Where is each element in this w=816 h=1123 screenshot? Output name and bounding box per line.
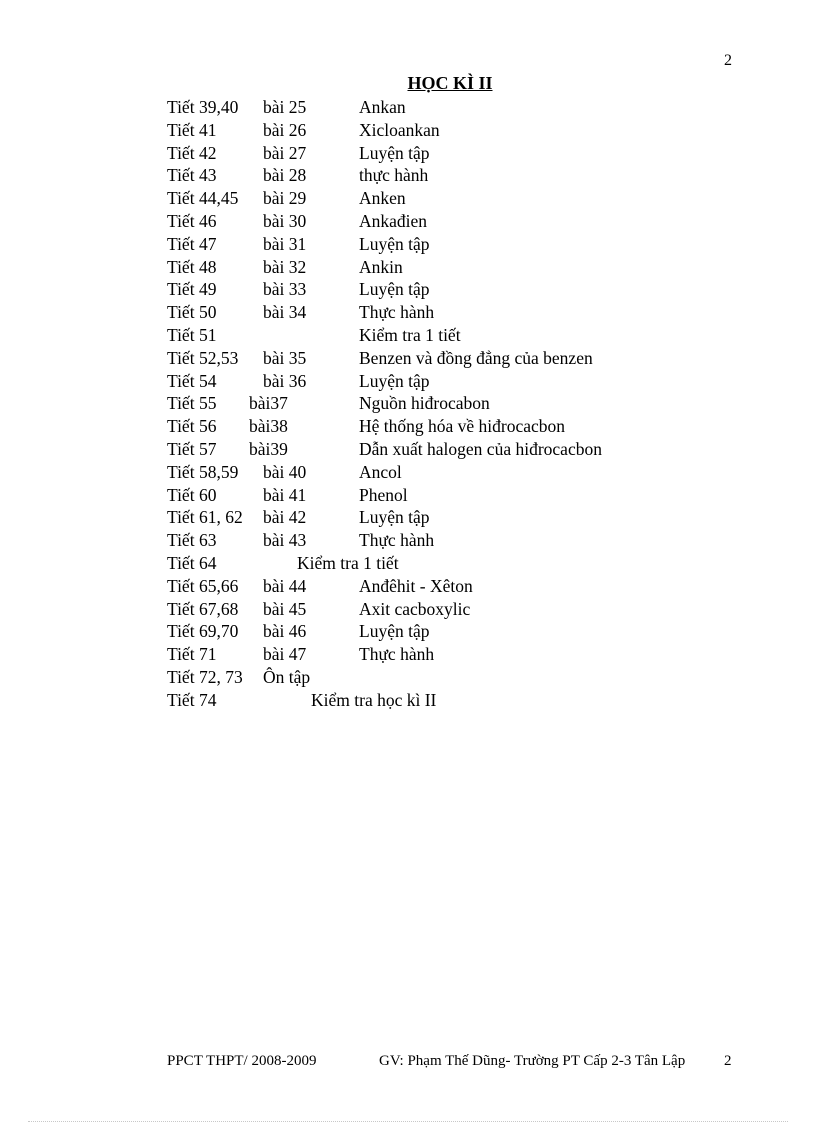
schedule-row xyxy=(0,301,816,324)
lesson-cell: bài 43 xyxy=(263,530,307,551)
topic-cell: Kiểm tra 1 tiết xyxy=(297,552,399,573)
topic-cell: Luyện tập xyxy=(359,233,430,254)
period-cell: Tiết 74 xyxy=(167,689,217,710)
schedule-row xyxy=(0,461,816,484)
topic-cell: Nguồn hiđrocabon xyxy=(359,393,490,414)
lesson-cell: bài 26 xyxy=(263,119,307,140)
page-number: 2 xyxy=(724,52,732,69)
schedule-row xyxy=(0,210,816,233)
lesson-cell: bài 40 xyxy=(263,461,307,482)
period-cell: Tiết 41 xyxy=(167,119,217,140)
lesson-cell: bài 28 xyxy=(263,165,307,186)
schedule-row xyxy=(0,552,816,575)
schedule-row xyxy=(0,620,816,643)
schedule-row xyxy=(0,370,816,393)
lesson-cell: bài38 xyxy=(249,416,288,437)
lesson-cell: bài 41 xyxy=(263,484,307,505)
topic-cell: Xicloankan xyxy=(359,119,440,140)
topic-cell: Luyện tập xyxy=(359,142,430,163)
schedule-row xyxy=(0,324,816,347)
lesson-cell: bài 33 xyxy=(263,279,307,300)
topic-cell: Ankan xyxy=(359,97,406,117)
topic-cell: Ankađien xyxy=(359,210,428,231)
schedule-row xyxy=(0,233,816,256)
schedule-row xyxy=(0,598,816,621)
period-cell: Tiết 50 xyxy=(167,302,217,323)
schedule-row xyxy=(0,142,816,165)
schedule-row xyxy=(0,506,816,529)
period-cell: Tiết 44,45 xyxy=(167,188,239,209)
period-cell: Tiết 64 xyxy=(167,552,217,573)
footer-course-label: PPCT THPT/ 2008-2009 xyxy=(167,1053,317,1069)
topic-cell: Luyện tập xyxy=(359,621,430,642)
schedule-row xyxy=(0,666,816,689)
topic-cell: Anken xyxy=(359,188,406,209)
lesson-cell: bài 27 xyxy=(263,142,307,163)
topic-cell: Axit cacboxylic xyxy=(359,598,471,619)
lesson-cell: bài 47 xyxy=(263,644,307,665)
footer-page-number: 2 xyxy=(724,1053,732,1069)
period-cell: Tiết 47 xyxy=(167,233,217,254)
topic-cell: thực hành xyxy=(359,165,429,186)
lesson-cell: bài 46 xyxy=(263,621,307,642)
topic-cell: Anđêhit - Xêton xyxy=(359,575,473,596)
lesson-cell: bài 30 xyxy=(263,210,307,231)
schedule-row xyxy=(0,119,816,142)
topic-cell: Luyện tập xyxy=(359,279,430,300)
period-cell: Tiết 54 xyxy=(167,370,217,391)
topic-cell: Kiểm tra học kì II xyxy=(311,689,437,710)
lesson-cell: bài 36 xyxy=(263,370,307,391)
topic-cell: Kiểm tra 1 tiết xyxy=(359,324,461,345)
schedule-row xyxy=(0,575,816,598)
schedule-row xyxy=(0,529,816,552)
topic-cell: Luyện tập xyxy=(359,370,430,391)
period-cell: Tiết 55 xyxy=(167,393,217,414)
schedule-row xyxy=(0,278,816,301)
lesson-cell: bài37 xyxy=(249,393,288,414)
topic-cell: Thực hành xyxy=(359,530,435,551)
schedule-row xyxy=(0,256,816,279)
schedule-list xyxy=(0,96,816,712)
period-cell: Tiết 51 xyxy=(167,324,217,345)
period-cell: Tiết 57 xyxy=(167,438,217,459)
period-cell: Tiết 49 xyxy=(167,279,217,300)
topic-cell: Hệ thống hóa về hiđrocacbon xyxy=(359,416,566,437)
schedule-row xyxy=(0,438,816,461)
footer-teacher-label: GV: Phạm Thế Dũng- Trường PT Cấp 2-3 Tân Lập xyxy=(379,1053,686,1069)
page-title: HỌC KÌ II xyxy=(407,73,493,93)
lesson-cell: bài 31 xyxy=(263,233,307,254)
period-cell: Tiết 52,53 xyxy=(167,347,239,368)
lesson-cell: bài 32 xyxy=(263,256,307,277)
period-cell: Tiết 39,40 xyxy=(167,97,239,117)
topic-cell: Ankin xyxy=(359,256,403,277)
period-cell: Tiết 63 xyxy=(167,530,217,551)
lesson-cell: bài 35 xyxy=(263,347,307,368)
topic-cell: Luyện tập xyxy=(359,507,430,528)
topic-cell: Benzen và đồng đẳng của benzen xyxy=(359,347,593,368)
period-cell: Tiết 71 xyxy=(167,644,217,665)
schedule-row xyxy=(0,643,816,666)
period-cell: Tiết 56 xyxy=(167,416,217,437)
schedule-row xyxy=(0,347,816,370)
page-bottom-divider xyxy=(28,1121,788,1122)
topic-cell: Thực hành xyxy=(359,644,435,665)
lesson-cell: bài 45 xyxy=(263,598,307,619)
topic-cell: Phenol xyxy=(359,484,408,505)
lesson-cell: bài 42 xyxy=(263,507,307,528)
lesson-cell: bài39 xyxy=(249,438,288,459)
lesson-cell: Ôn tập xyxy=(263,666,311,687)
period-cell: Tiết 69,70 xyxy=(167,621,239,642)
schedule-row xyxy=(0,415,816,438)
schedule-row xyxy=(0,689,816,712)
period-cell: Tiết 42 xyxy=(167,142,217,163)
lesson-cell: bài 29 xyxy=(263,188,307,209)
topic-cell: Thực hành xyxy=(359,302,435,323)
period-cell: Tiết 48 xyxy=(167,256,217,277)
period-cell: Tiết 61, 62 xyxy=(167,507,243,528)
period-cell: Tiết 58,59 xyxy=(167,461,239,482)
schedule-row xyxy=(0,96,816,119)
topic-cell: Dẫn xuất halogen của hiđrocacbon xyxy=(359,438,602,459)
lesson-cell: bài 44 xyxy=(263,575,307,596)
schedule-row xyxy=(0,484,816,507)
topic-cell: Ancol xyxy=(359,461,402,482)
period-cell: Tiết 67,68 xyxy=(167,598,239,619)
period-cell: Tiết 60 xyxy=(167,484,217,505)
lesson-cell: bài 25 xyxy=(263,97,307,117)
lesson-cell: bài 34 xyxy=(263,302,307,323)
period-cell: Tiết 46 xyxy=(167,210,217,231)
period-cell: Tiết 43 xyxy=(167,165,217,186)
period-cell: Tiết 65,66 xyxy=(167,575,239,596)
schedule-row xyxy=(0,164,816,187)
period-cell: Tiết 72, 73 xyxy=(167,666,243,687)
schedule-row xyxy=(0,187,816,210)
schedule-row xyxy=(0,392,816,415)
